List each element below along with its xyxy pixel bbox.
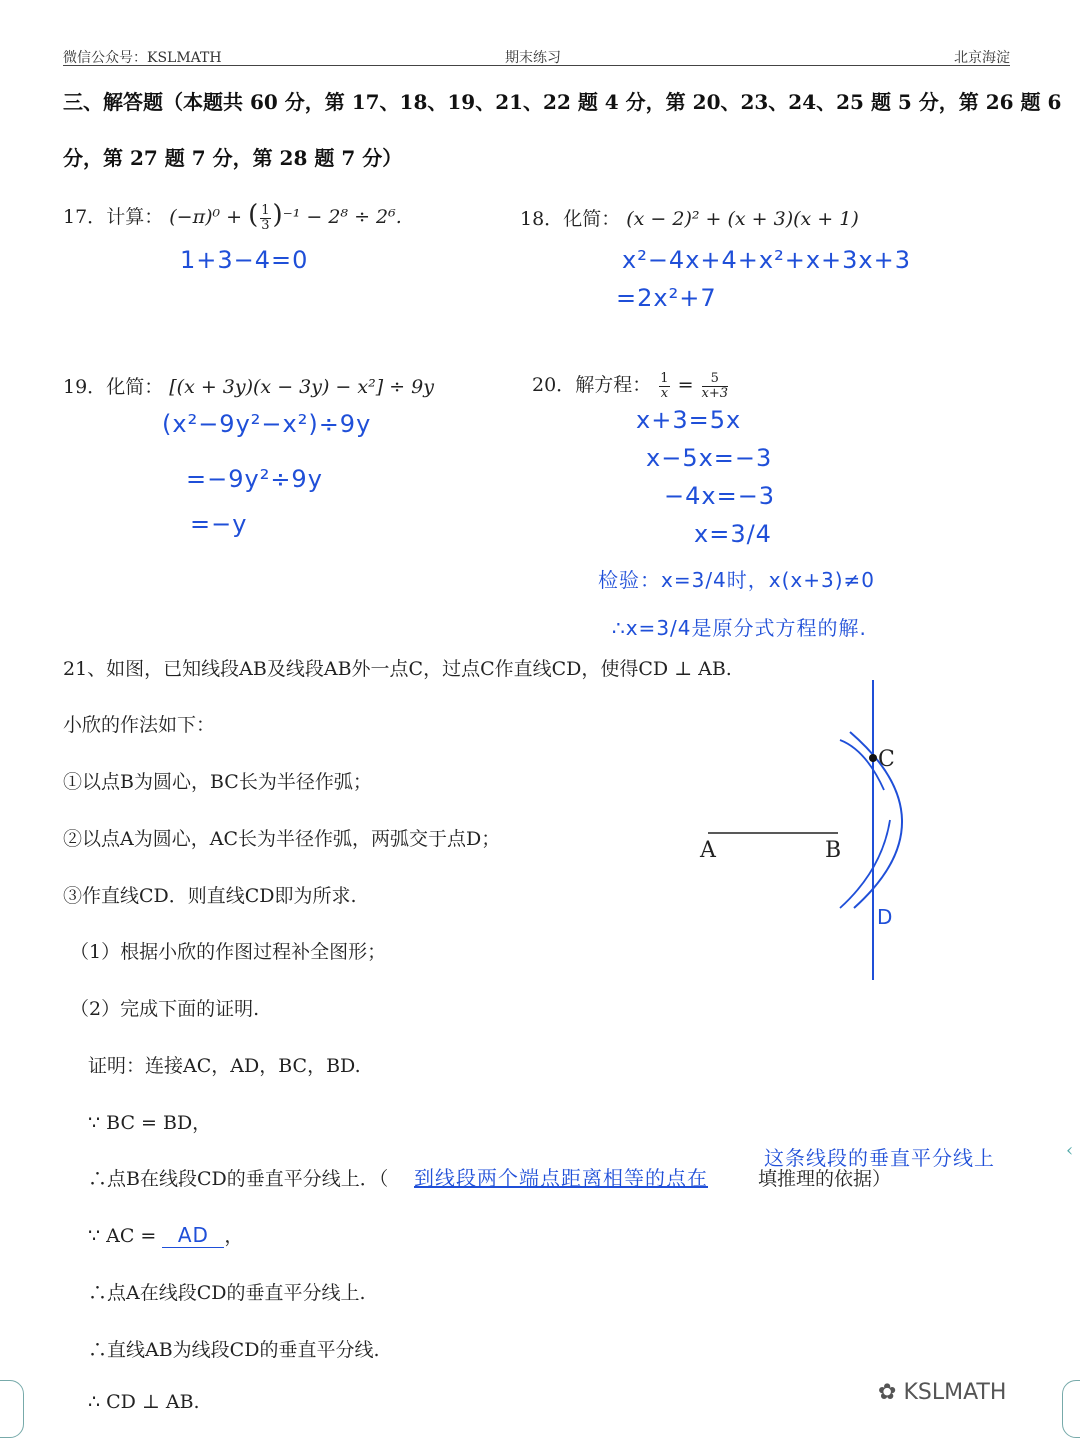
q17-num: 17． xyxy=(63,206,107,228)
q21-figure xyxy=(690,670,950,990)
q21-hw-reason: 到线段两个端点距离相等的点在 xyxy=(414,1166,708,1190)
q20-work-2: x−5x=−3 xyxy=(646,444,773,472)
q17-label: 计算： xyxy=(106,206,164,228)
q20-lhs-num: 1 xyxy=(660,370,669,386)
q20-conclusion: ∴x=3/4是原分式方程的解. xyxy=(612,616,867,640)
q21-fill-hint: 填推理的依据） xyxy=(758,1168,892,1190)
header-left: 微信公众号：KSLMATH xyxy=(63,50,222,66)
q19-work-2: =−9y²÷9y xyxy=(186,465,323,493)
q20-lhs-den: x xyxy=(660,385,669,401)
q18-work-2: =2x²+7 xyxy=(616,284,717,312)
q21-step-3: ③作直线CD．则直线CD即为所求. xyxy=(63,885,357,907)
q21-line-a: ∴点A在线段CD的垂直平分线上. xyxy=(88,1282,366,1304)
q21-part2: （2）完成下面的证明. xyxy=(70,998,260,1020)
q18-work-1: x²−4x+4+x²+x+3x+3 xyxy=(622,246,911,274)
q19-work-1: (x²−9y²−x²)÷9y xyxy=(162,410,372,438)
q21-line-ac xyxy=(88,1221,243,1248)
q21-hw-reason-2: 这条线段的垂直平分线上 xyxy=(764,1146,995,1170)
q20-work-4: x=3/4 xyxy=(694,520,772,548)
q19-work-3: =−y xyxy=(190,510,248,538)
right-edge-scroll-marker[interactable]: ‹ xyxy=(1066,1140,1074,1161)
q21-line-bc: ∵ BC = BD， xyxy=(88,1112,212,1134)
section-title-line2: 分，第 27 题 7 分，第 28 题 7 分） xyxy=(63,146,403,170)
header-center: 期末练习 xyxy=(505,50,561,66)
header-right: 北京海淀 xyxy=(954,50,1010,66)
right-edge-button[interactable] xyxy=(1062,1380,1080,1438)
label-a: A xyxy=(700,838,716,863)
q17-expr-a: (−π)⁰ + xyxy=(169,206,243,228)
q21-line-ac-post: ， xyxy=(224,1225,244,1247)
q20-num: 20． xyxy=(532,374,576,396)
q21-line-ab: ∴直线AB为线段CD的垂直平分线. xyxy=(88,1339,380,1361)
q21-line-b: ∴点B在线段CD的垂直平分线上．（ xyxy=(88,1168,389,1190)
q20-rhs-den: x+3 xyxy=(701,385,729,401)
q18 xyxy=(520,204,859,231)
q21-part1: （1）根据小欣的作图过程补全图形； xyxy=(70,941,387,963)
q17-frac-num: 1 xyxy=(261,202,270,218)
label-d: D xyxy=(877,905,893,929)
q21-line-final: ∴ CD ⊥ AB. xyxy=(88,1391,200,1413)
q19-expr: [(x + 3y)(x − 3y) − x²] ÷ 9y xyxy=(169,376,434,398)
q21-step-1: ①以点B为圆心，BC长为半径作弧； xyxy=(63,771,372,793)
q21-hw-ad: AD xyxy=(177,1223,209,1247)
q17-frac-den: 3 xyxy=(261,217,270,233)
q17: 17．计算： (−π)⁰ + ( $\frac{1}{3}$ )⁻¹ − 2⁸ ÷ 2⁶. xyxy=(63,200,402,233)
q18-label: 化简： xyxy=(563,208,621,230)
watermark xyxy=(878,1380,1006,1405)
q20: 20．解方程： $\frac{1}{x}$ = $\frac{5}{x+3}$ xyxy=(532,370,729,401)
header-rule xyxy=(63,65,1010,66)
q21-method-title: 小欣的作法如下： xyxy=(63,714,216,736)
q18-num: 18． xyxy=(520,208,564,230)
q21-proof-intro: 证明：连接AC，AD，BC，BD. xyxy=(88,1055,361,1077)
q19 xyxy=(63,372,434,399)
q20-rhs-num: 5 xyxy=(702,372,729,387)
label-b: B xyxy=(825,838,842,863)
q21-line-ac-pre: ∵ AC = xyxy=(88,1225,157,1247)
point-c xyxy=(869,754,877,762)
label-c: C xyxy=(878,747,895,772)
q18-expr: (x − 2)² + (x + 3)(x + 1) xyxy=(626,208,859,230)
q17-answer: 1+3−4=0 xyxy=(180,246,309,274)
q19-num: 19． xyxy=(63,376,107,398)
wechat-icon: ✿ xyxy=(878,1380,897,1405)
q20-work-1: x+3=5x xyxy=(636,406,742,434)
q21-stem: 21、如图，已知线段AB及线段AB外一点C，过点C作直线CD，使得CD ⊥ AB. xyxy=(63,658,732,680)
q20-label: 解方程： xyxy=(575,374,652,396)
q21-step-2: ②以点A为圆心，AC长为半径作弧，两弧交于点D； xyxy=(63,828,501,850)
section-title-line1: 三、解答题（本题共 60 分，第 17、18、19、21、22 题 4 分，第 20、23、24、25 题 5 分，第 26 题 6 xyxy=(63,90,1062,114)
q17-expr-b: ⁻¹ − 2⁸ ÷ 2⁶. xyxy=(282,206,402,228)
q19-label: 化简： xyxy=(106,376,164,398)
left-edge-button[interactable] xyxy=(0,1380,24,1438)
q20-check: 检验：x=3/4时，x(x+3)≠0 xyxy=(598,568,876,592)
q20-work-3: −4x=−3 xyxy=(664,482,776,510)
arc-from-a xyxy=(840,820,890,908)
watermark-text: KSLMATH xyxy=(903,1380,1007,1405)
